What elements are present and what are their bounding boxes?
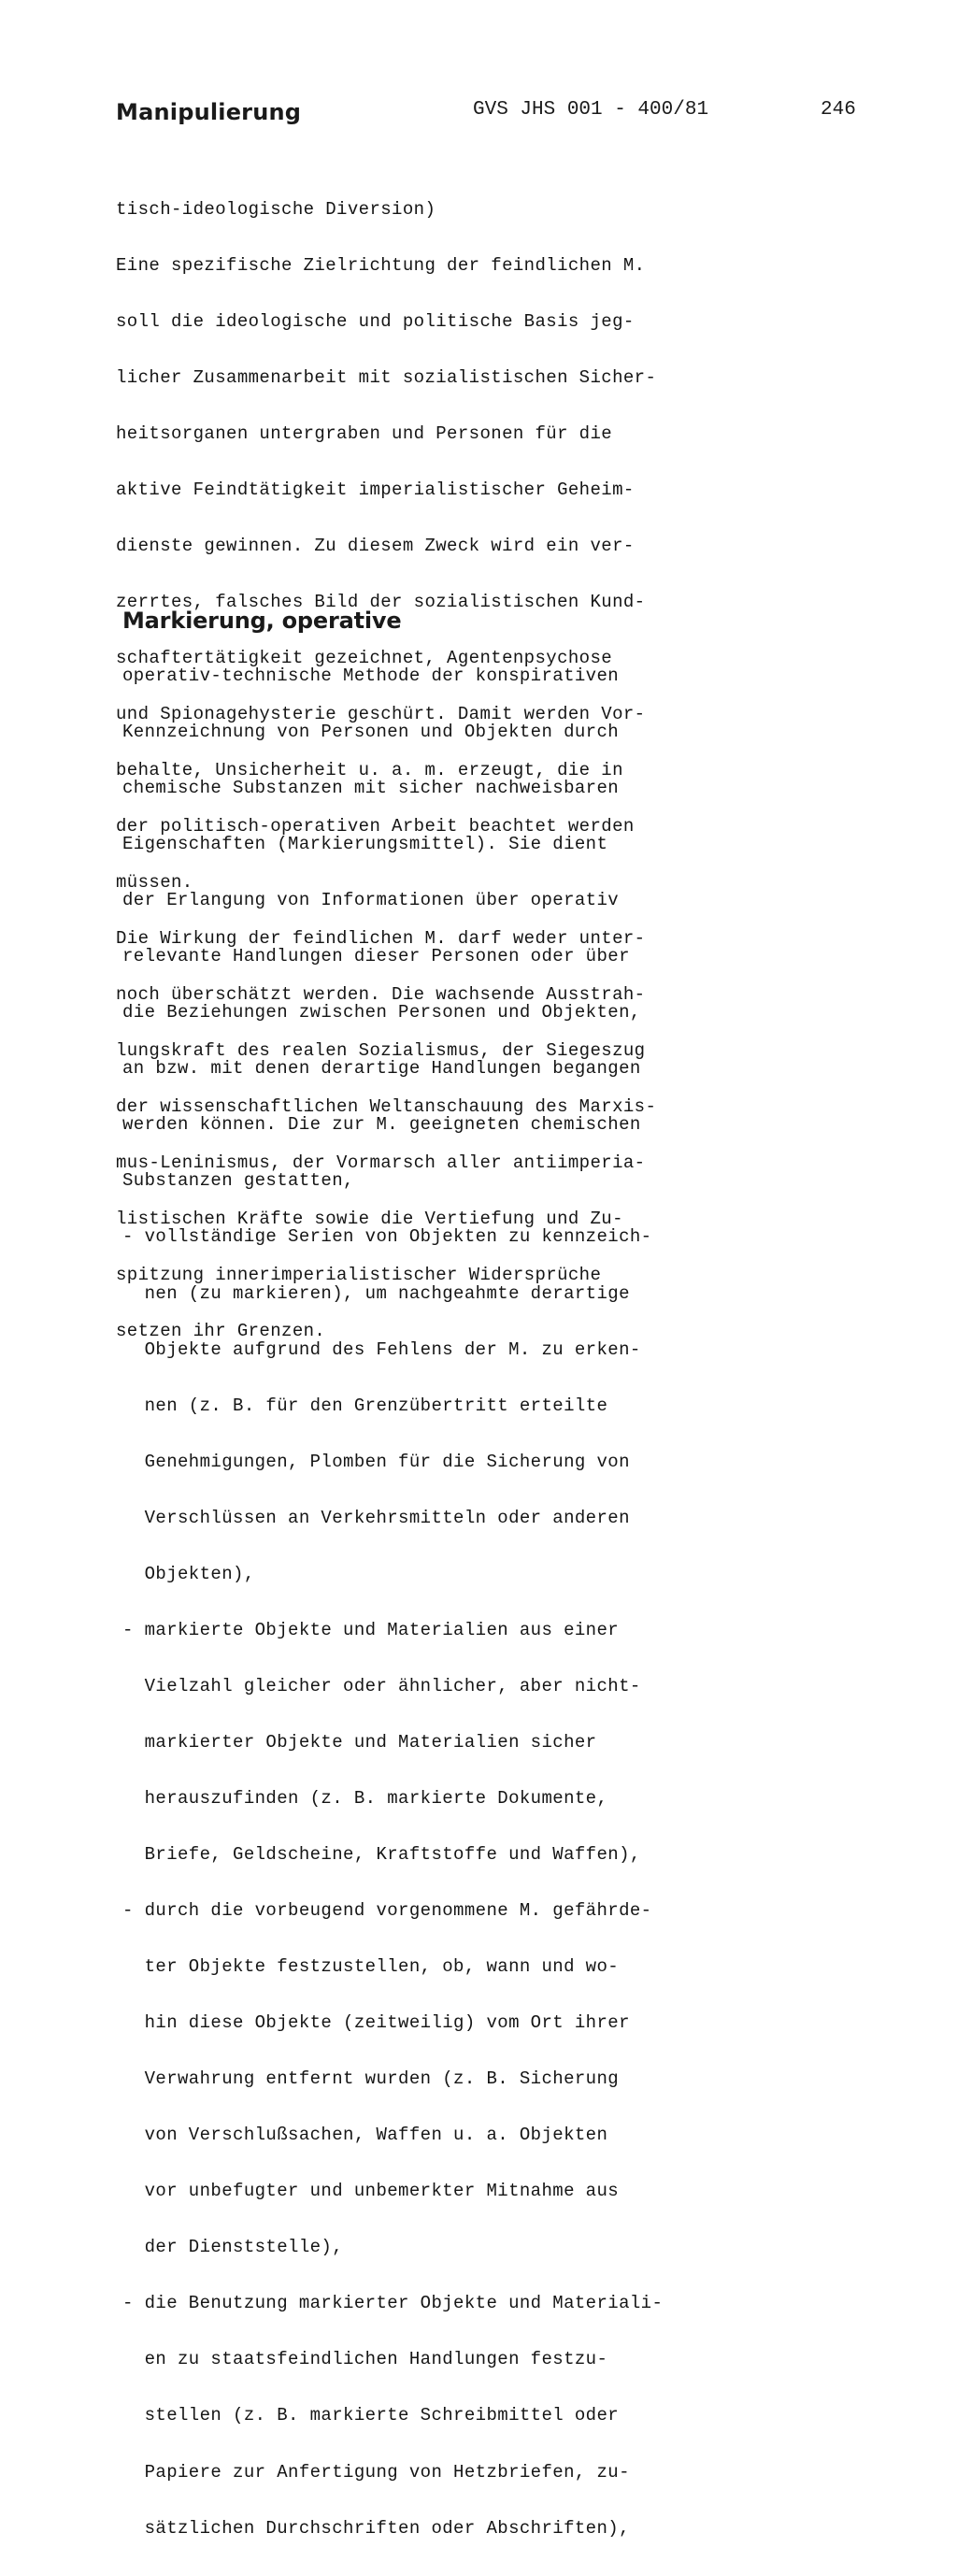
text-line: der wissenschaftlichen Weltanschauung des Marxis- <box>116 1096 657 1117</box>
text-line: der Erlangung von Informationen über operativ <box>122 890 620 911</box>
list-item-line: Objekten), <box>122 1563 255 1584</box>
text-line: Eine spezifische Zielrichtung der feindlichen M. <box>116 255 646 276</box>
text-line: Kennzeichnung von Personen und Objekten durch <box>122 722 620 743</box>
list-item-line: nen (zu markieren), um nachgeahmte derartige <box>122 1282 630 1304</box>
text-line: aktive Feindtätigkeit imperialistischer Geheim- <box>116 479 635 500</box>
list-item-line: hin diese Objekte (zeitweilig) vom Ort ihrer <box>122 2012 630 2034</box>
entry-heading: Markierung, operative <box>122 608 402 634</box>
list-item-line: stellen (z. B. markierte Schreibmittel oder <box>122 2405 620 2426</box>
list-item-line: ter Objekte festzustellen, ob, wann und wo- <box>122 1956 620 1978</box>
text-line: noch überschätzt werden. Die wachsende Ausstrah- <box>116 984 646 1005</box>
text-line: der politisch-operativen Arbeit beachtet werden <box>116 816 635 837</box>
text-line: licher Zusammenarbeit mit sozialistischen Sicher- <box>116 367 657 388</box>
text-line: chemische Substanzen mit sicher nachweisbaren <box>122 778 620 799</box>
list-item-line: Papiere zur Anfertigung von Hetzbriefen, zu- <box>122 2461 630 2483</box>
list-item-line: - durch die vorbeugend vorgenommene M. gefährde- <box>122 1900 652 1922</box>
text-line: dienste gewinnen. Zu diesem Zweck wird ein ver- <box>116 536 635 556</box>
classification-reference: GVS JHS 001 - 400/81 <box>473 99 709 121</box>
text-line: an bzw. mit denen derartige Handlungen begangen <box>122 1058 641 1080</box>
list-item-line: Genehmigungen, Plomben für die Sicherung von <box>122 1451 630 1472</box>
list-item-line: nen (z. B. für den Grenzübertritt erteilte <box>122 1395 608 1416</box>
page-number: 246 <box>821 99 856 121</box>
entry-body-text <box>122 629 663 2575</box>
list-item-line: vor unbefugter und unbemerkter Mitnahme aus <box>122 2181 620 2202</box>
text-line: setzen ihr Grenzen. <box>116 1321 326 1341</box>
text-line: tisch-ideologische Diversion) <box>116 199 436 220</box>
text-line: lungskraft des realen Sozialismus, der Siegeszug <box>116 1040 646 1061</box>
text-line: relevante Handlungen dieser Personen oder über <box>122 946 630 967</box>
list-item-line: Objekte aufgrund des Fehlens der M. zu erken- <box>122 1338 641 1360</box>
text-line: Substanzen gestatten, <box>122 1170 354 1192</box>
text-line: müssen. <box>116 872 193 893</box>
running-head-term: Manipulierung <box>116 99 302 125</box>
list-item-line: - vollständige Serien von Objekten zu kennzeich- <box>122 1226 652 1248</box>
text-line: heitsorganen untergraben und Personen für die <box>116 423 613 444</box>
text-line: die Beziehungen zwischen Personen und Objekten, <box>122 1002 641 1023</box>
text-line: behalte, Unsicherheit u. a. m. erzeugt, die in <box>116 760 623 780</box>
list-item-line: - die Benutzung markierter Objekte und Materiali- <box>122 2293 664 2314</box>
list-item-line: Briefe, Geldscheine, Kraftstoffe und Waffen), <box>122 1843 641 1865</box>
text-line: Eigenschaften (Markierungsmittel). Sie dient <box>122 834 608 855</box>
list-item-line: Vielzahl gleicher oder ähnlicher, aber nicht- <box>122 1675 641 1696</box>
list-item-line: - markierte Objekte und Materialien aus einer <box>122 1619 620 1640</box>
text-line: schaftertätigkeit gezeichnet, Agentenpsychose <box>116 648 613 668</box>
list-item-line: herauszufinden (z. B. markierte Dokumente, <box>122 1787 608 1809</box>
text-line: mus-Leninismus, der Vormarsch aller antiimperia- <box>116 1152 646 1173</box>
text-line: soll die ideologische und politische Basis jeg- <box>116 311 635 332</box>
list-item-line: Verwahrung entfernt wurden (z. B. Sicherung <box>122 2068 620 2090</box>
text-line: werden können. Die zur M. geeigneten chemischen <box>122 1114 641 1136</box>
list-item-line: markierter Objekte und Materialien sicher <box>122 1731 597 1753</box>
text-line: listischen Kräfte sowie die Vertiefung und Zu- <box>116 1209 623 1229</box>
text-line: zerrtes, falsches Bild der sozialistischen Kund- <box>116 592 646 612</box>
list-item-line: von Verschlußsachen, Waffen u. a. Objekten <box>122 2125 608 2146</box>
text-line: operativ-technische Methode der konspirativen <box>122 665 620 686</box>
list-item-line: sätzlichen Durchschriften oder Abschriften), <box>122 2517 630 2539</box>
list-item-line: Verschlüssen an Verkehrsmitteln oder anderen <box>122 1507 630 1528</box>
list-item-line: en zu staatsfeindlichen Handlungen festzu- <box>122 2349 608 2370</box>
text-line: spitzung innerimperialistischer Widersprüche <box>116 1265 602 1285</box>
text-line: Die Wirkung der feindlichen M. darf weder unter- <box>116 928 646 949</box>
list-item-line: der Dienststelle), <box>122 2237 344 2258</box>
text-line: und Spionagehysterie geschürt. Damit werden Vor- <box>116 704 646 724</box>
